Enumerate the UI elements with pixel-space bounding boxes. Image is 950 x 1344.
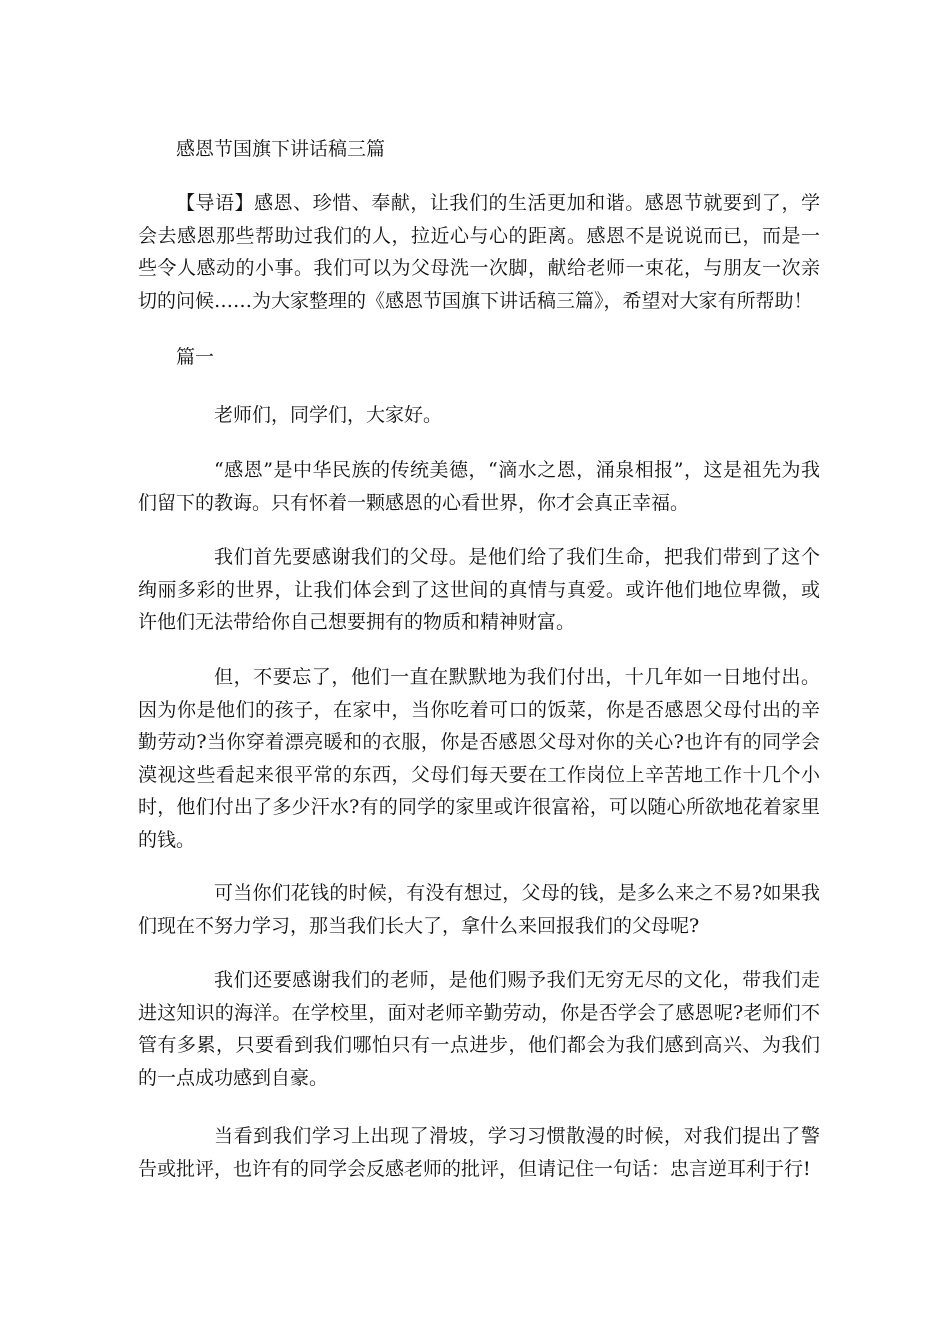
intro-paragraph: 【导语】感恩、珍惜、奉献，让我们的生活更加和谐。感恩节就要到了，学会去感恩那些帮助过我们的人，拉近心与心的距离。感恩不是说说而已，而是一些令人感动的小事。我们可以为父母洗一次脚，献给老师一束花，与朋友一次亲切的问候……为大家整理的《感恩节国旗下讲话稿三篇》，希望对大家有所帮助！ (138, 192, 820, 312)
body-paragraph-1: 老师们，同学们，大家好。 (214, 404, 443, 426)
body-paragraph-6: 我们还要感谢我们的老师，是他们赐予我们无穷无尽的文化，带我们走进这知识的海洋。在学校里，面对老师辛勤劳动，你是否学会了感恩呢?老师们不管有多累，只要看到我们哪怕只有一点进步，他们都会为我们感到高兴、为我们的一点成功感到自豪。 (138, 969, 820, 1089)
body-paragraph-7: 当看到我们学习上出现了滑坡，学习习惯散漫的时候，对我们提出了警告或批评，也许有的同学会反感老师的批评，但请记住一句话：忠言逆耳利于行! (138, 1125, 820, 1180)
body-paragraph-3: 我们首先要感谢我们的父母。是他们给了我们生命，把我们带到了这个绚丽多彩的世界，让我们体会到了这世间的真情与真爱。或许他们地位卑微，或许他们无法带给你自己想要拥有的物质和精神财富。 (138, 546, 820, 633)
section-heading: 篇一 (176, 346, 215, 368)
document-title: 感恩节国旗下讲话稿三篇 (176, 138, 386, 160)
body-paragraph-4: 但，不要忘了，他们一直在默默地为我们付出，十几年如一日地付出。因为你是他们的孩子，在家中，当你吃着可口的饭菜，你是否感恩父母付出的辛勤劳动?当你穿着漂亮暖和的衣服，你是否感恩父母对你的关心?也许有的同学会漠视这些看起来很平常的东西，父母们每天要在工作岗位上辛苦地工作十几个小时，他们付出了多少汗水?有的同学的家里或许很富裕，可以随心所欲地花着家里的钱。 (138, 666, 820, 851)
body-paragraph-2: “感恩”是中华民族的传统美德，“滴水之恩，涌泉相报”，这是祖先为我们留下的教诲。只有怀着一颗感恩的心看世界，你才会真正幸福。 (138, 459, 820, 514)
body-paragraph-5: 可当你们花钱的时候，有没有想过，父母的钱，是多么来之不易?如果我们现在不努力学习，那当我们长大了，拿什么来回报我们的父母呢? (138, 882, 820, 937)
